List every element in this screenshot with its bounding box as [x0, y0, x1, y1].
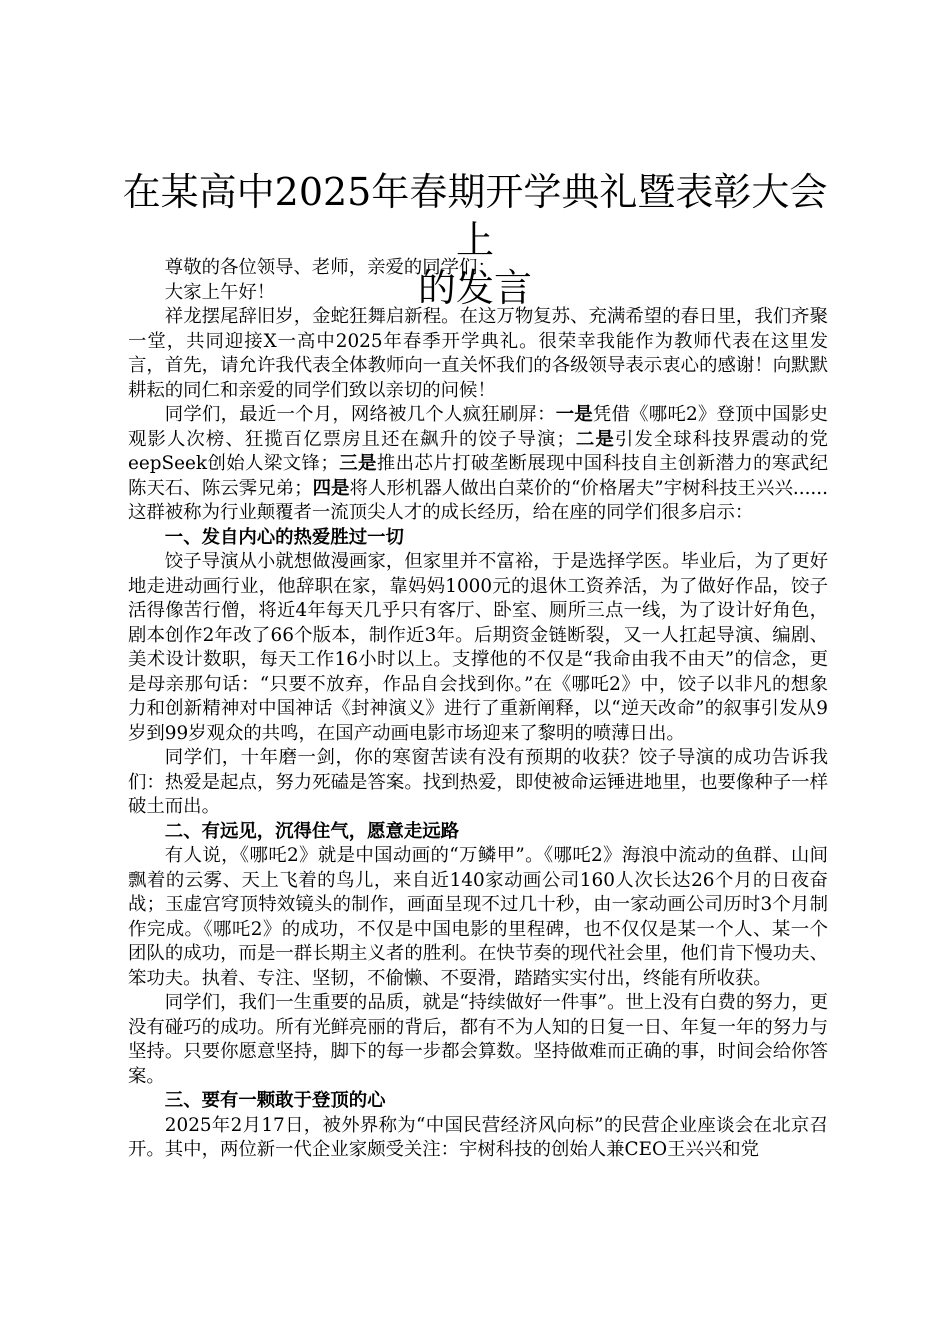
item-text-4: 将人形机器人做出白菜价的“价格屠夫”宇树科技王兴兴......这群被称为行业颠覆者一流顶尖人才的成长经历，给在座的同学们很多启示：: [128, 477, 828, 523]
title-line-2: 的发言: [417, 266, 532, 310]
title-line-1: 在某高中2025年春期开学典礼暨表彰大会上: [122, 170, 828, 262]
section2-paragraph-2: 同学们，我们一生重要的品质，就是“持续做好一件事”。世上没有白费的努力，更没有碰巧的成功。所有光鲜亮丽的背后，都有不为人知的日复一日、年复一年的努力与坚持。只要你愿意坚持，脚下的每一步都会算数。坚持做难而正确的事，时间会给你答案。: [128, 992, 828, 1087]
item-text-2: 引发全球科技界震动的党eepSeek创始人梁文锋；: [128, 428, 828, 474]
item-marker-4: 四是: [312, 477, 350, 499]
examples-intro: 同学们，最近一个月，网络被几个人疯狂刷屏：: [164, 404, 556, 425]
item-marker-2: 二是: [574, 428, 615, 450]
item-text-1: 凭借《哪吒2》登顶中国影史观影人次榜、狂揽百亿票房且还在飙升的饺子导演；: [128, 404, 828, 450]
examples-paragraph: [128, 403, 828, 526]
item-marker-1: 一是: [555, 404, 593, 425]
section3-paragraph-1: 2025年2月17日，被外界称为“中国民营经济风向标”的民营企业座谈会在北京召开。其中，两位新一代企业家颇受关注：宇树科技的创始人兼CEO王兴兴和党: [128, 1114, 828, 1160]
section-heading-2: 二、有远见，沉得住气，愿意走远路: [164, 820, 460, 842]
section1-paragraph-2: 同学们，十年磨一剑，你的寒窗苦读有没有预期的收获？饺子导演的成功告诉我们：热爱是起点，努力死磕是答案。找到热爱，即使被命运锤进地里，也要像种子一样破土而出。: [128, 747, 828, 817]
greeting: 大家上午好！: [164, 281, 276, 303]
item-text-3: 推出芯片打破垄断展现中国科技自主创新潜力的寒武纪陈天石、陈云霁兄弟；: [128, 453, 828, 499]
salutation: 尊敬的各位领导、老师，亲爱的同学们：: [164, 257, 496, 278]
section-heading-3: 三、要有一颗敢于登顶的心: [164, 1090, 386, 1111]
opening-paragraph: 祥龙摆尾辞旧岁，金蛇狂舞启新程。在这万物复苏、充满希望的春日里，我们齐聚一堂，共同迎接X一高中2025年春季开学典礼。很荣幸我能作为教师代表在这里发言，首先，请允许我代表全体教师向一直关怀我们的各级领导表示衷心的感谢！向默默耕耘的同仁和亲爱的同学们致以亲切的问候！: [128, 306, 828, 401]
section-heading-1: 一、发自内心的热爱胜过一切: [164, 526, 404, 548]
section2-paragraph-1: 有人说，《哪吒2》就是中国动画的“万鳞甲”。《哪吒2》海浪中流动的鱼群、山间飘着的云雾、天上飞着的鸟儿，来自近140家动画公司160人次长达26个月的日夜奋战；玉虚宫穹顶特效镜头的制作，画面呈现不过几十秒，由一家动画公司历时3个月制作完成。《哪吒2》的成功，不仅是中国电影的里程碑，也不仅仅是某一个人、某一个团队的成功，而是一群长期主义者的胜利。在快节奏的现代社会里，他们肯下慢功夫、笨功夫。执着、专注、坚韧，不偷懒、不耍滑，踏踏实实付出，终能有所收获。: [128, 845, 828, 989]
section1-paragraph-1: 饺子导演从小就想做漫画家，但家里并不富裕，于是选择学医。毕业后，为了更好地走进动画行业，他辞职在家，靠妈妈1000元的退休工资养活，为了做好作品，饺子活得像苦行僧，将近4年每天几乎只有客厅、卧室、厕所三点一线，为了设计好角色，剧本创作2年改了66个版本，制作近3年。后期资金链断裂，又一人扛起导演、编剧、美术设计数职，每天工作16小时以上。支撑他的不仅是“我命由我不由天”的信念，更是母亲那句话：“只要不放弃，作品自会找到你。”在《哪吒2》中，饺子以非凡的想象力和创新精神对中国神话《封神演义》进行了重新阐释，以“逆天改命”的叙事引发从9岁到99岁观众的共鸣，在国产动画电影市场迎来了黎明的喷薄日出。: [128, 551, 828, 744]
document-body: [128, 256, 828, 1163]
item-marker-3: 三是: [338, 453, 377, 474]
